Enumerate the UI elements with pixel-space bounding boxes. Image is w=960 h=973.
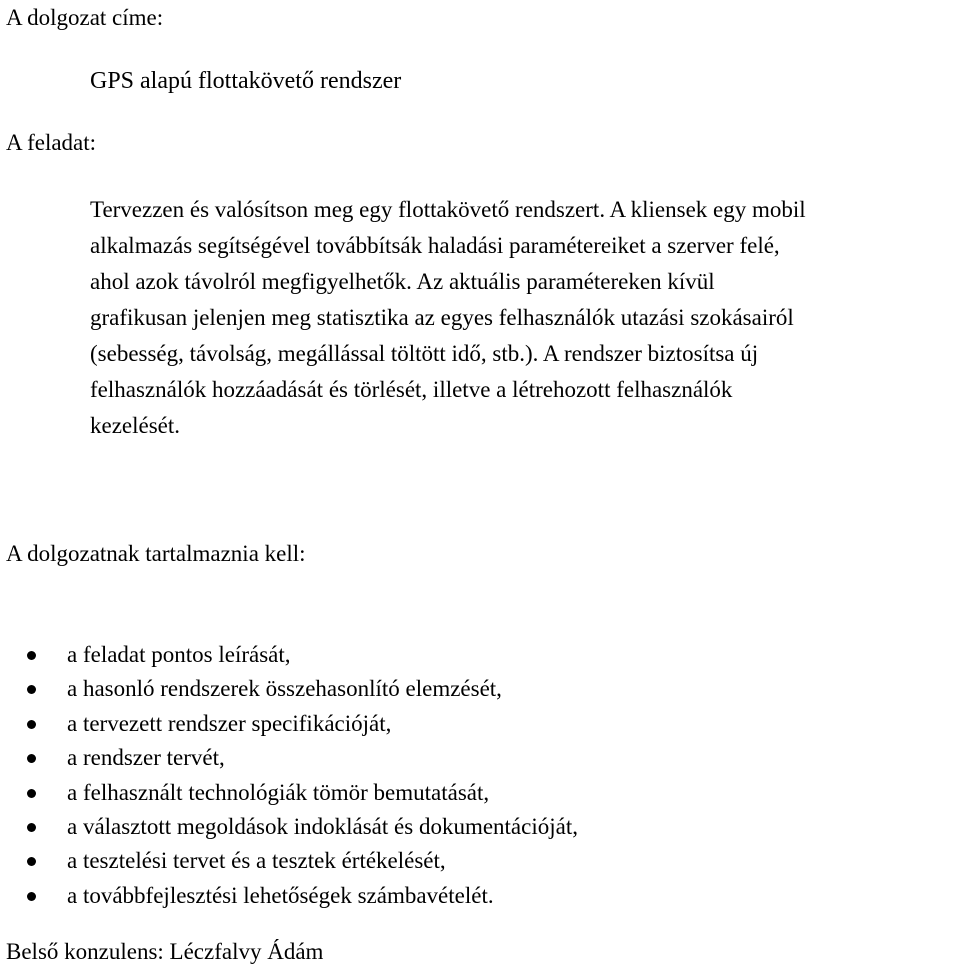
task-line: alkalmazás segítségével továbbítsák haladási paramétereiket a szerver felé,	[90, 233, 780, 258]
bullet-icon	[27, 754, 36, 763]
task-line: Tervezzen és valósítson meg egy flottakövető rendszert. A kliensek egy mobil	[90, 197, 806, 222]
task-line: kezelését.	[90, 413, 181, 438]
requirements-list	[0, 638, 960, 913]
task-line: grafikusan jelenjen meg statisztika az egyes felhasználók utazási szokásairól	[90, 305, 794, 330]
list-item-text: a választott megoldások indoklását és dokumentációját,	[67, 813, 578, 839]
bullet-icon	[27, 720, 36, 729]
bullet-icon	[27, 789, 36, 798]
list-item-text: a továbbfejlesztési lehetőségek számbavételét.	[67, 882, 494, 908]
bullet-icon	[27, 892, 36, 901]
requirements-heading: A dolgozatnak tartalmaznia kell:	[6, 541, 306, 566]
list-item-text: a felhasznált technológiák tömör bemutatását,	[67, 779, 490, 805]
list-item	[0, 810, 960, 844]
task-line: (sebesség, távolság, megállással töltött idő, stb.). A rendszer biztosítsa új	[90, 341, 759, 366]
task-label: A feladat:	[6, 130, 97, 155]
list-item	[0, 638, 960, 672]
list-item	[0, 879, 960, 913]
list-item	[0, 672, 960, 706]
bullet-icon	[27, 651, 36, 660]
list-item-text: a hasonló rendszerek összehasonlító elemzését,	[67, 676, 502, 702]
bullet-icon	[27, 857, 36, 866]
list-item-text: a tervezett rendszer specifikációját,	[67, 710, 392, 736]
thesis-title: GPS alapú flottakövető rendszer	[90, 68, 402, 94]
task-description	[90, 192, 960, 444]
thesis-title-label: A dolgozat címe:	[6, 5, 164, 30]
list-item	[0, 776, 960, 810]
bullet-icon	[27, 823, 36, 832]
list-item-text: a rendszer tervét,	[67, 745, 225, 771]
list-item-text: a feladat pontos leírását,	[67, 642, 291, 667]
list-item	[0, 844, 960, 878]
list-item-text: a tesztelési tervet és a tesztek értékelését,	[67, 848, 446, 874]
list-item	[0, 741, 960, 775]
advisor-line: Belső konzulens: Léczfalvy Ádám	[6, 939, 324, 964]
task-line: felhasználók hozzáadását és törlését, illetve a létrehozott felhasználók	[90, 377, 733, 402]
task-line: ahol azok távolról megfigyelhetők. Az aktuális paramétereken kívül	[90, 269, 715, 294]
list-item	[0, 707, 960, 741]
bullet-icon	[27, 685, 36, 694]
